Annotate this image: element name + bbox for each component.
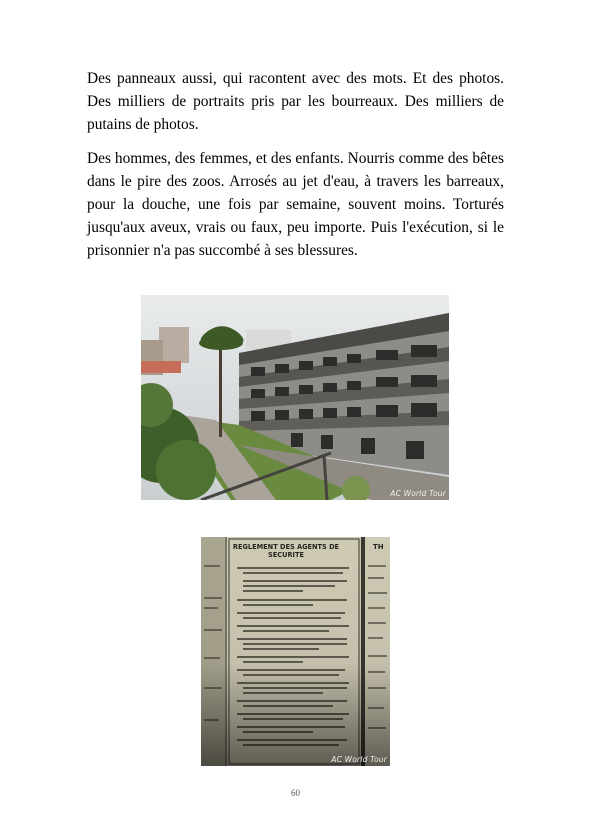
photo-watermark: AC World Tour <box>331 755 387 764</box>
paragraph-1: Des panneaux aussi, qui racontent avec des mots. Et des photos. Des milliers de portraits pris par les bourreaux. Des milliers de putains de photos. <box>87 70 504 133</box>
prison-building-photo <box>141 295 449 500</box>
page-number: 60 <box>291 788 300 798</box>
board-title: REGLEMENT DES AGENTS DE SECURITE <box>232 543 340 559</box>
photo-watermark: AC World Tour <box>390 489 446 498</box>
paragraph-2: Des hommes, des femmes, et des enfants. Nourris comme des bêtes dans le pire des zoos. Arrosés au jet d'eau, à travers les barreaux, pour la douche, une fois par semaine, souvent moins. Torturés jusqu'aux aveux, vrais ou faux, peu importe. Puis l'exécution, si le prisonnier n'a pas succombé à ses blessures. <box>87 150 504 259</box>
board-side-title: TH <box>373 543 384 551</box>
regulations-board-photo <box>201 537 390 766</box>
